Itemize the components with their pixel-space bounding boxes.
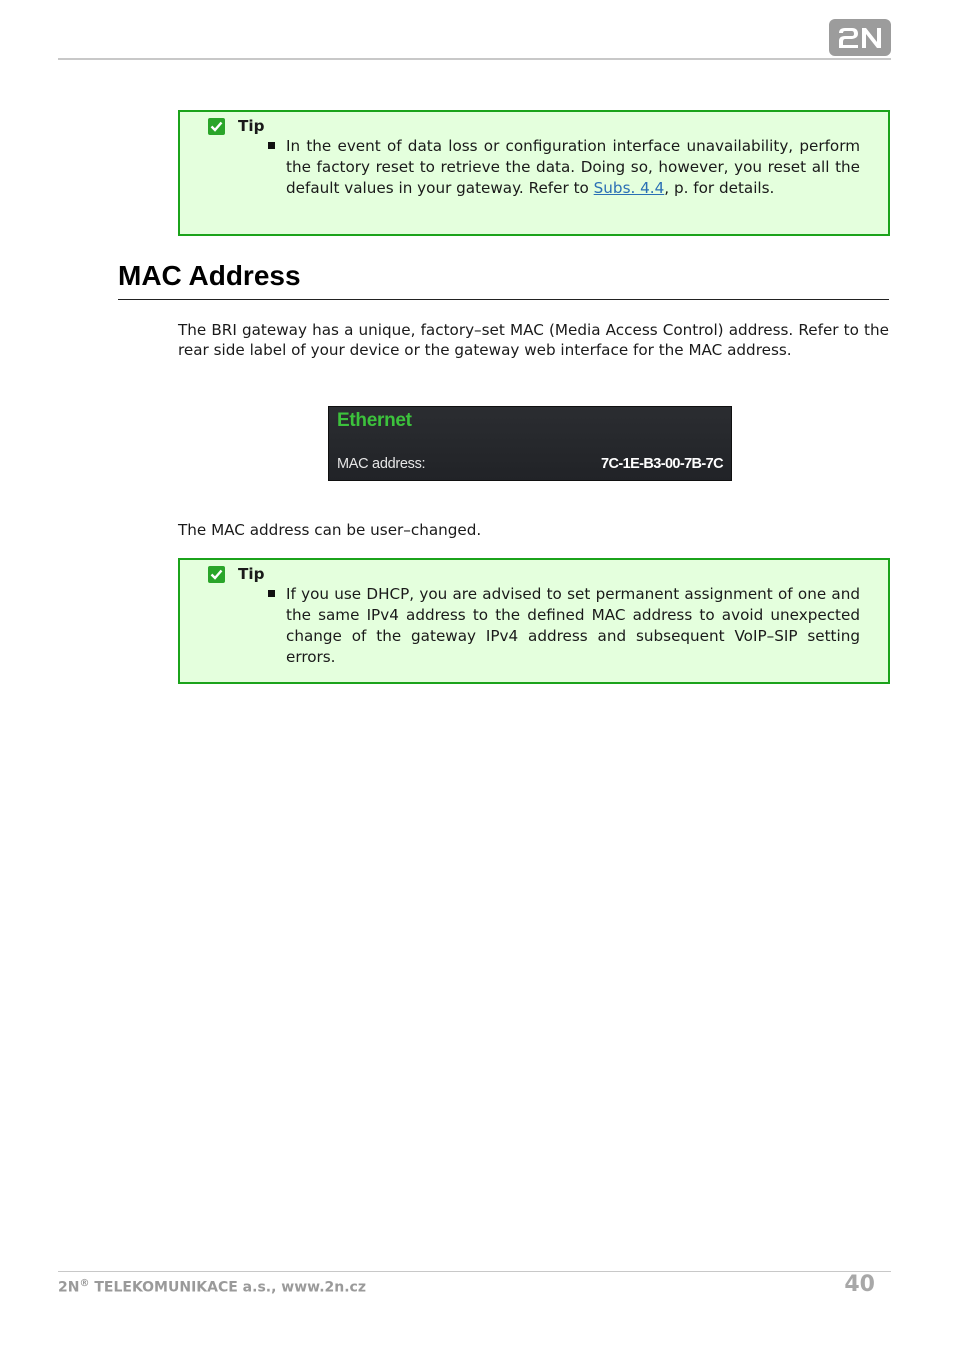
tip-box-factory-reset bbox=[178, 110, 890, 236]
checkbox-checked-icon bbox=[208, 118, 225, 135]
tip-text-start: In the event of data loss or configuration interface unavailability, perform the factory reset to retrieve the data. Doing so, however, you reset all the default values in your gateway. Refer to bbox=[286, 137, 860, 197]
page-number: 40 bbox=[844, 1272, 875, 1297]
tip-text-end: , p. for details. bbox=[664, 179, 775, 197]
registered-mark: ® bbox=[79, 1278, 90, 1289]
logo-2n-icon bbox=[835, 25, 885, 51]
header-rule bbox=[58, 58, 891, 60]
bullet-square-icon bbox=[268, 590, 275, 597]
section-rule bbox=[118, 299, 889, 300]
footer-company-text: TELEKOMUNIKACE a.s., www.2n.cz bbox=[89, 1279, 366, 1296]
tip-box-dhcp bbox=[178, 558, 890, 684]
tip-text bbox=[286, 136, 860, 199]
footer-rule bbox=[58, 1271, 891, 1272]
bullet-square-icon bbox=[268, 142, 275, 149]
section-title: MAC Address bbox=[118, 260, 301, 291]
ethernet-title: Ethernet bbox=[337, 410, 412, 431]
footer-company bbox=[58, 1278, 366, 1296]
checkbox-checked-icon bbox=[208, 566, 225, 583]
tip-title: Tip bbox=[238, 565, 265, 583]
mac-address-value: 7C-1E-B3-00-7B-7C bbox=[601, 456, 723, 472]
intro-paragraph: The BRI gateway has a unique, factory–set MAC (Media Access Control) address. Refer to the rear side label of your device or the gateway web interface for the MAC address. bbox=[178, 321, 889, 359]
mac-address-label: MAC address: bbox=[337, 456, 426, 472]
user-changed-paragraph: The MAC address can be user–changed. bbox=[178, 521, 482, 539]
company-logo bbox=[829, 19, 891, 56]
tip-header bbox=[208, 564, 264, 585]
tip-text: If you use DHCP, you are advised to set permanent assignment of one and the same IPv4 address to the defined MAC address to avoid unexpected change of the gateway IPv4 address and subsequent VoIP–SIP setting errors. bbox=[286, 585, 860, 666]
subsection-link[interactable]: Subs. 4.4 bbox=[593, 179, 665, 197]
footer-brand: 2N bbox=[58, 1279, 80, 1296]
ethernet-panel-screenshot bbox=[328, 406, 732, 481]
tip-title: Tip bbox=[238, 117, 265, 135]
tip-header bbox=[208, 116, 264, 137]
